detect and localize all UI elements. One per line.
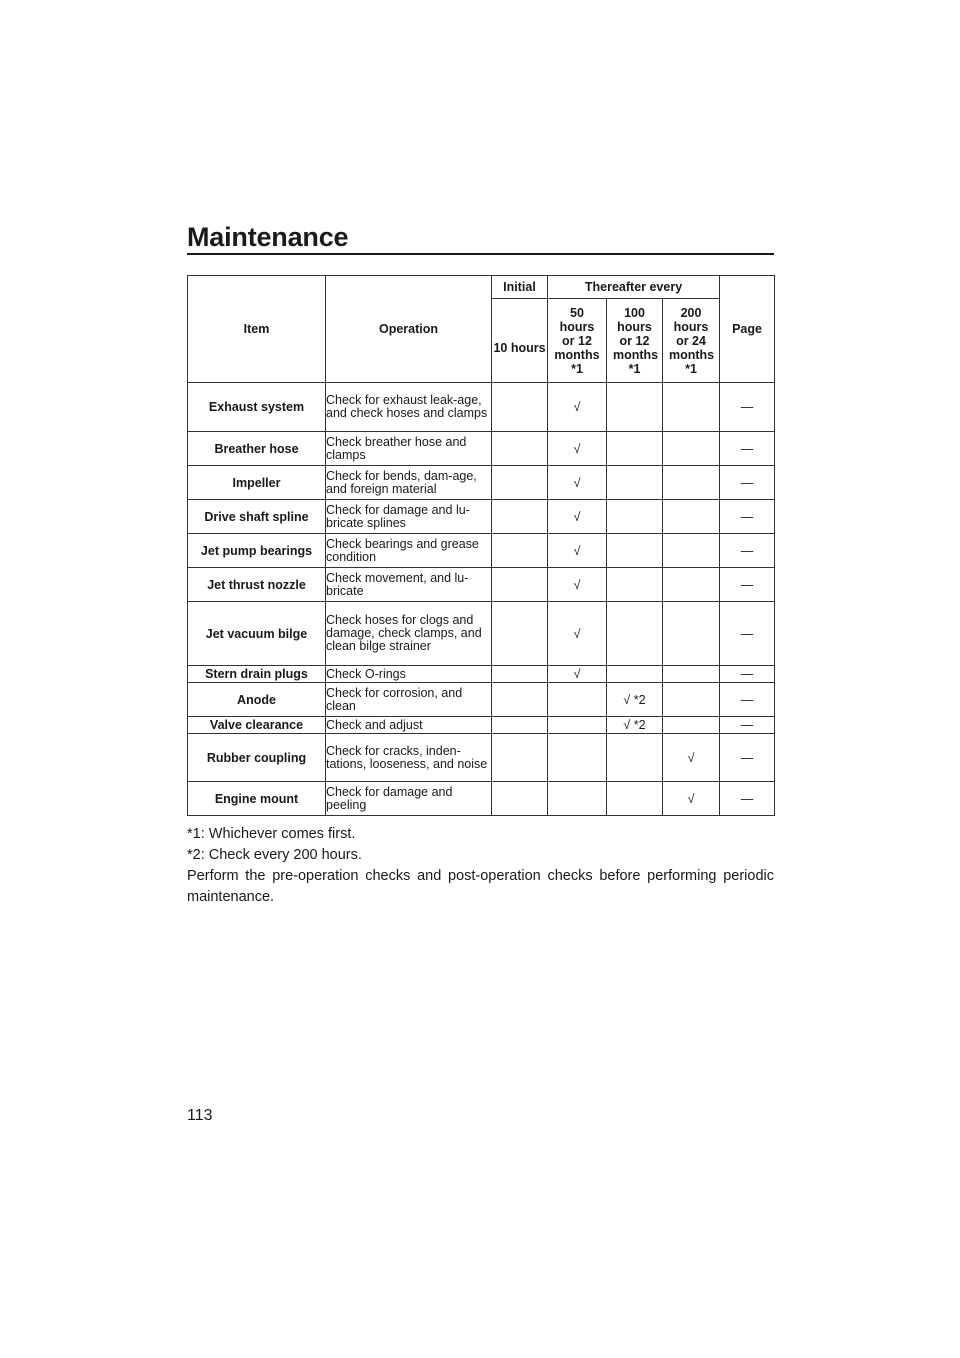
cell-item: Valve clearance bbox=[188, 717, 326, 734]
header-10-hours: 10 hours bbox=[492, 299, 548, 383]
notes bbox=[187, 824, 774, 908]
cell-50-hours: √ bbox=[548, 666, 607, 683]
cell-10-hours bbox=[492, 666, 548, 683]
table-row bbox=[188, 534, 775, 568]
cell-operation: Check breather hose and clamps bbox=[326, 432, 492, 466]
cell-10-hours bbox=[492, 383, 548, 432]
cell-10-hours bbox=[492, 683, 548, 717]
cell-page: — bbox=[720, 683, 775, 717]
table-row bbox=[188, 734, 775, 782]
cell-200-hours: √ bbox=[663, 782, 720, 816]
table-row bbox=[188, 500, 775, 534]
cell-page: — bbox=[720, 568, 775, 602]
cell-100-hours bbox=[607, 383, 663, 432]
cell-item: Stern drain plugs bbox=[188, 666, 326, 683]
cell-page: — bbox=[720, 500, 775, 534]
cell-200-hours: √ bbox=[663, 734, 720, 782]
table-row bbox=[188, 466, 775, 500]
title-divider bbox=[187, 253, 774, 255]
cell-page: — bbox=[720, 432, 775, 466]
table-row bbox=[188, 432, 775, 466]
cell-50-hours: √ bbox=[548, 466, 607, 500]
cell-operation: Check for damage and peeling bbox=[326, 782, 492, 816]
cell-100-hours: √ *2 bbox=[607, 717, 663, 734]
cell-item: Engine mount bbox=[188, 782, 326, 816]
cell-200-hours bbox=[663, 432, 720, 466]
cell-operation: Check for exhaust leak-age, and check hoses and clamps bbox=[326, 383, 492, 432]
table-row bbox=[188, 383, 775, 432]
cell-50-hours: √ bbox=[548, 383, 607, 432]
cell-item: Jet pump bearings bbox=[188, 534, 326, 568]
header-100-hours: 100 hours or 12 months *1 bbox=[607, 299, 663, 383]
cell-item: Breather hose bbox=[188, 432, 326, 466]
table-row bbox=[188, 568, 775, 602]
cell-operation: Check O-rings bbox=[326, 666, 492, 683]
cell-page: — bbox=[720, 734, 775, 782]
header-item: Item bbox=[188, 276, 326, 383]
cell-page: — bbox=[720, 534, 775, 568]
cell-50-hours bbox=[548, 683, 607, 717]
cell-10-hours bbox=[492, 466, 548, 500]
header-200-hours: 200 hours or 24 months *1 bbox=[663, 299, 720, 383]
cell-item: Anode bbox=[188, 683, 326, 717]
cell-operation: Check for corrosion, and clean bbox=[326, 683, 492, 717]
cell-10-hours bbox=[492, 782, 548, 816]
cell-50-hours bbox=[548, 782, 607, 816]
cell-10-hours bbox=[492, 568, 548, 602]
cell-10-hours bbox=[492, 500, 548, 534]
cell-200-hours bbox=[663, 602, 720, 666]
cell-50-hours: √ bbox=[548, 602, 607, 666]
cell-item: Exhaust system bbox=[188, 383, 326, 432]
cell-200-hours bbox=[663, 534, 720, 568]
cell-100-hours bbox=[607, 534, 663, 568]
cell-operation: Check movement, and lu-bricate bbox=[326, 568, 492, 602]
cell-200-hours bbox=[663, 383, 720, 432]
cell-operation: Check hoses for clogs and damage, check clamps, and clean bilge strainer bbox=[326, 602, 492, 666]
cell-100-hours bbox=[607, 666, 663, 683]
header-50-hours: 50 hours or 12 months *1 bbox=[548, 299, 607, 383]
cell-50-hours: √ bbox=[548, 568, 607, 602]
table-body bbox=[188, 383, 775, 816]
maintenance-table bbox=[187, 275, 775, 816]
cell-100-hours bbox=[607, 782, 663, 816]
cell-item: Jet vacuum bilge bbox=[188, 602, 326, 666]
table-row bbox=[188, 683, 775, 717]
cell-page: — bbox=[720, 466, 775, 500]
cell-operation: Check bearings and grease condition bbox=[326, 534, 492, 568]
cell-operation: Check for damage and lu-bricate splines bbox=[326, 500, 492, 534]
cell-100-hours bbox=[607, 734, 663, 782]
cell-100-hours bbox=[607, 568, 663, 602]
instruction-text: Perform the pre-operation checks and post-operation checks before performing periodic maintenance. bbox=[187, 868, 774, 905]
cell-50-hours: √ bbox=[548, 432, 607, 466]
cell-200-hours bbox=[663, 568, 720, 602]
cell-operation: Check for cracks, inden-tations, looseness, and noise bbox=[326, 734, 492, 782]
header-operation: Operation bbox=[326, 276, 492, 383]
cell-operation: Check and adjust bbox=[326, 717, 492, 734]
cell-page: — bbox=[720, 717, 775, 734]
cell-200-hours bbox=[663, 466, 720, 500]
header-row-top bbox=[188, 276, 775, 299]
cell-10-hours bbox=[492, 534, 548, 568]
header-thereafter: Thereafter every bbox=[548, 276, 720, 299]
cell-50-hours: √ bbox=[548, 500, 607, 534]
cell-100-hours: √ *2 bbox=[607, 683, 663, 717]
cell-200-hours bbox=[663, 666, 720, 683]
table-row bbox=[188, 666, 775, 683]
cell-10-hours bbox=[492, 717, 548, 734]
cell-10-hours bbox=[492, 734, 548, 782]
cell-10-hours bbox=[492, 432, 548, 466]
cell-50-hours bbox=[548, 717, 607, 734]
cell-item: Rubber coupling bbox=[188, 734, 326, 782]
cell-50-hours: √ bbox=[548, 534, 607, 568]
footnote-1: *1: Whichever comes first. bbox=[187, 826, 356, 842]
cell-item: Jet thrust nozzle bbox=[188, 568, 326, 602]
cell-10-hours bbox=[492, 602, 548, 666]
header-initial: Initial bbox=[492, 276, 548, 299]
cell-200-hours bbox=[663, 683, 720, 717]
cell-200-hours bbox=[663, 717, 720, 734]
page-title: Maintenance bbox=[187, 222, 349, 252]
page-number: 113 bbox=[187, 1107, 213, 1124]
cell-item: Impeller bbox=[188, 466, 326, 500]
cell-item: Drive shaft spline bbox=[188, 500, 326, 534]
cell-100-hours bbox=[607, 466, 663, 500]
cell-100-hours bbox=[607, 500, 663, 534]
cell-page: — bbox=[720, 666, 775, 683]
table-row bbox=[188, 602, 775, 666]
footnote-2: *2: Check every 200 hours. bbox=[187, 847, 362, 863]
header-page: Page bbox=[720, 276, 775, 383]
table-row bbox=[188, 717, 775, 734]
cell-page: — bbox=[720, 602, 775, 666]
table-row bbox=[188, 782, 775, 816]
cell-operation: Check for bends, dam-age, and foreign material bbox=[326, 466, 492, 500]
cell-200-hours bbox=[663, 500, 720, 534]
cell-100-hours bbox=[607, 432, 663, 466]
cell-page: — bbox=[720, 782, 775, 816]
cell-50-hours bbox=[548, 734, 607, 782]
cell-page: — bbox=[720, 383, 775, 432]
cell-100-hours bbox=[607, 602, 663, 666]
